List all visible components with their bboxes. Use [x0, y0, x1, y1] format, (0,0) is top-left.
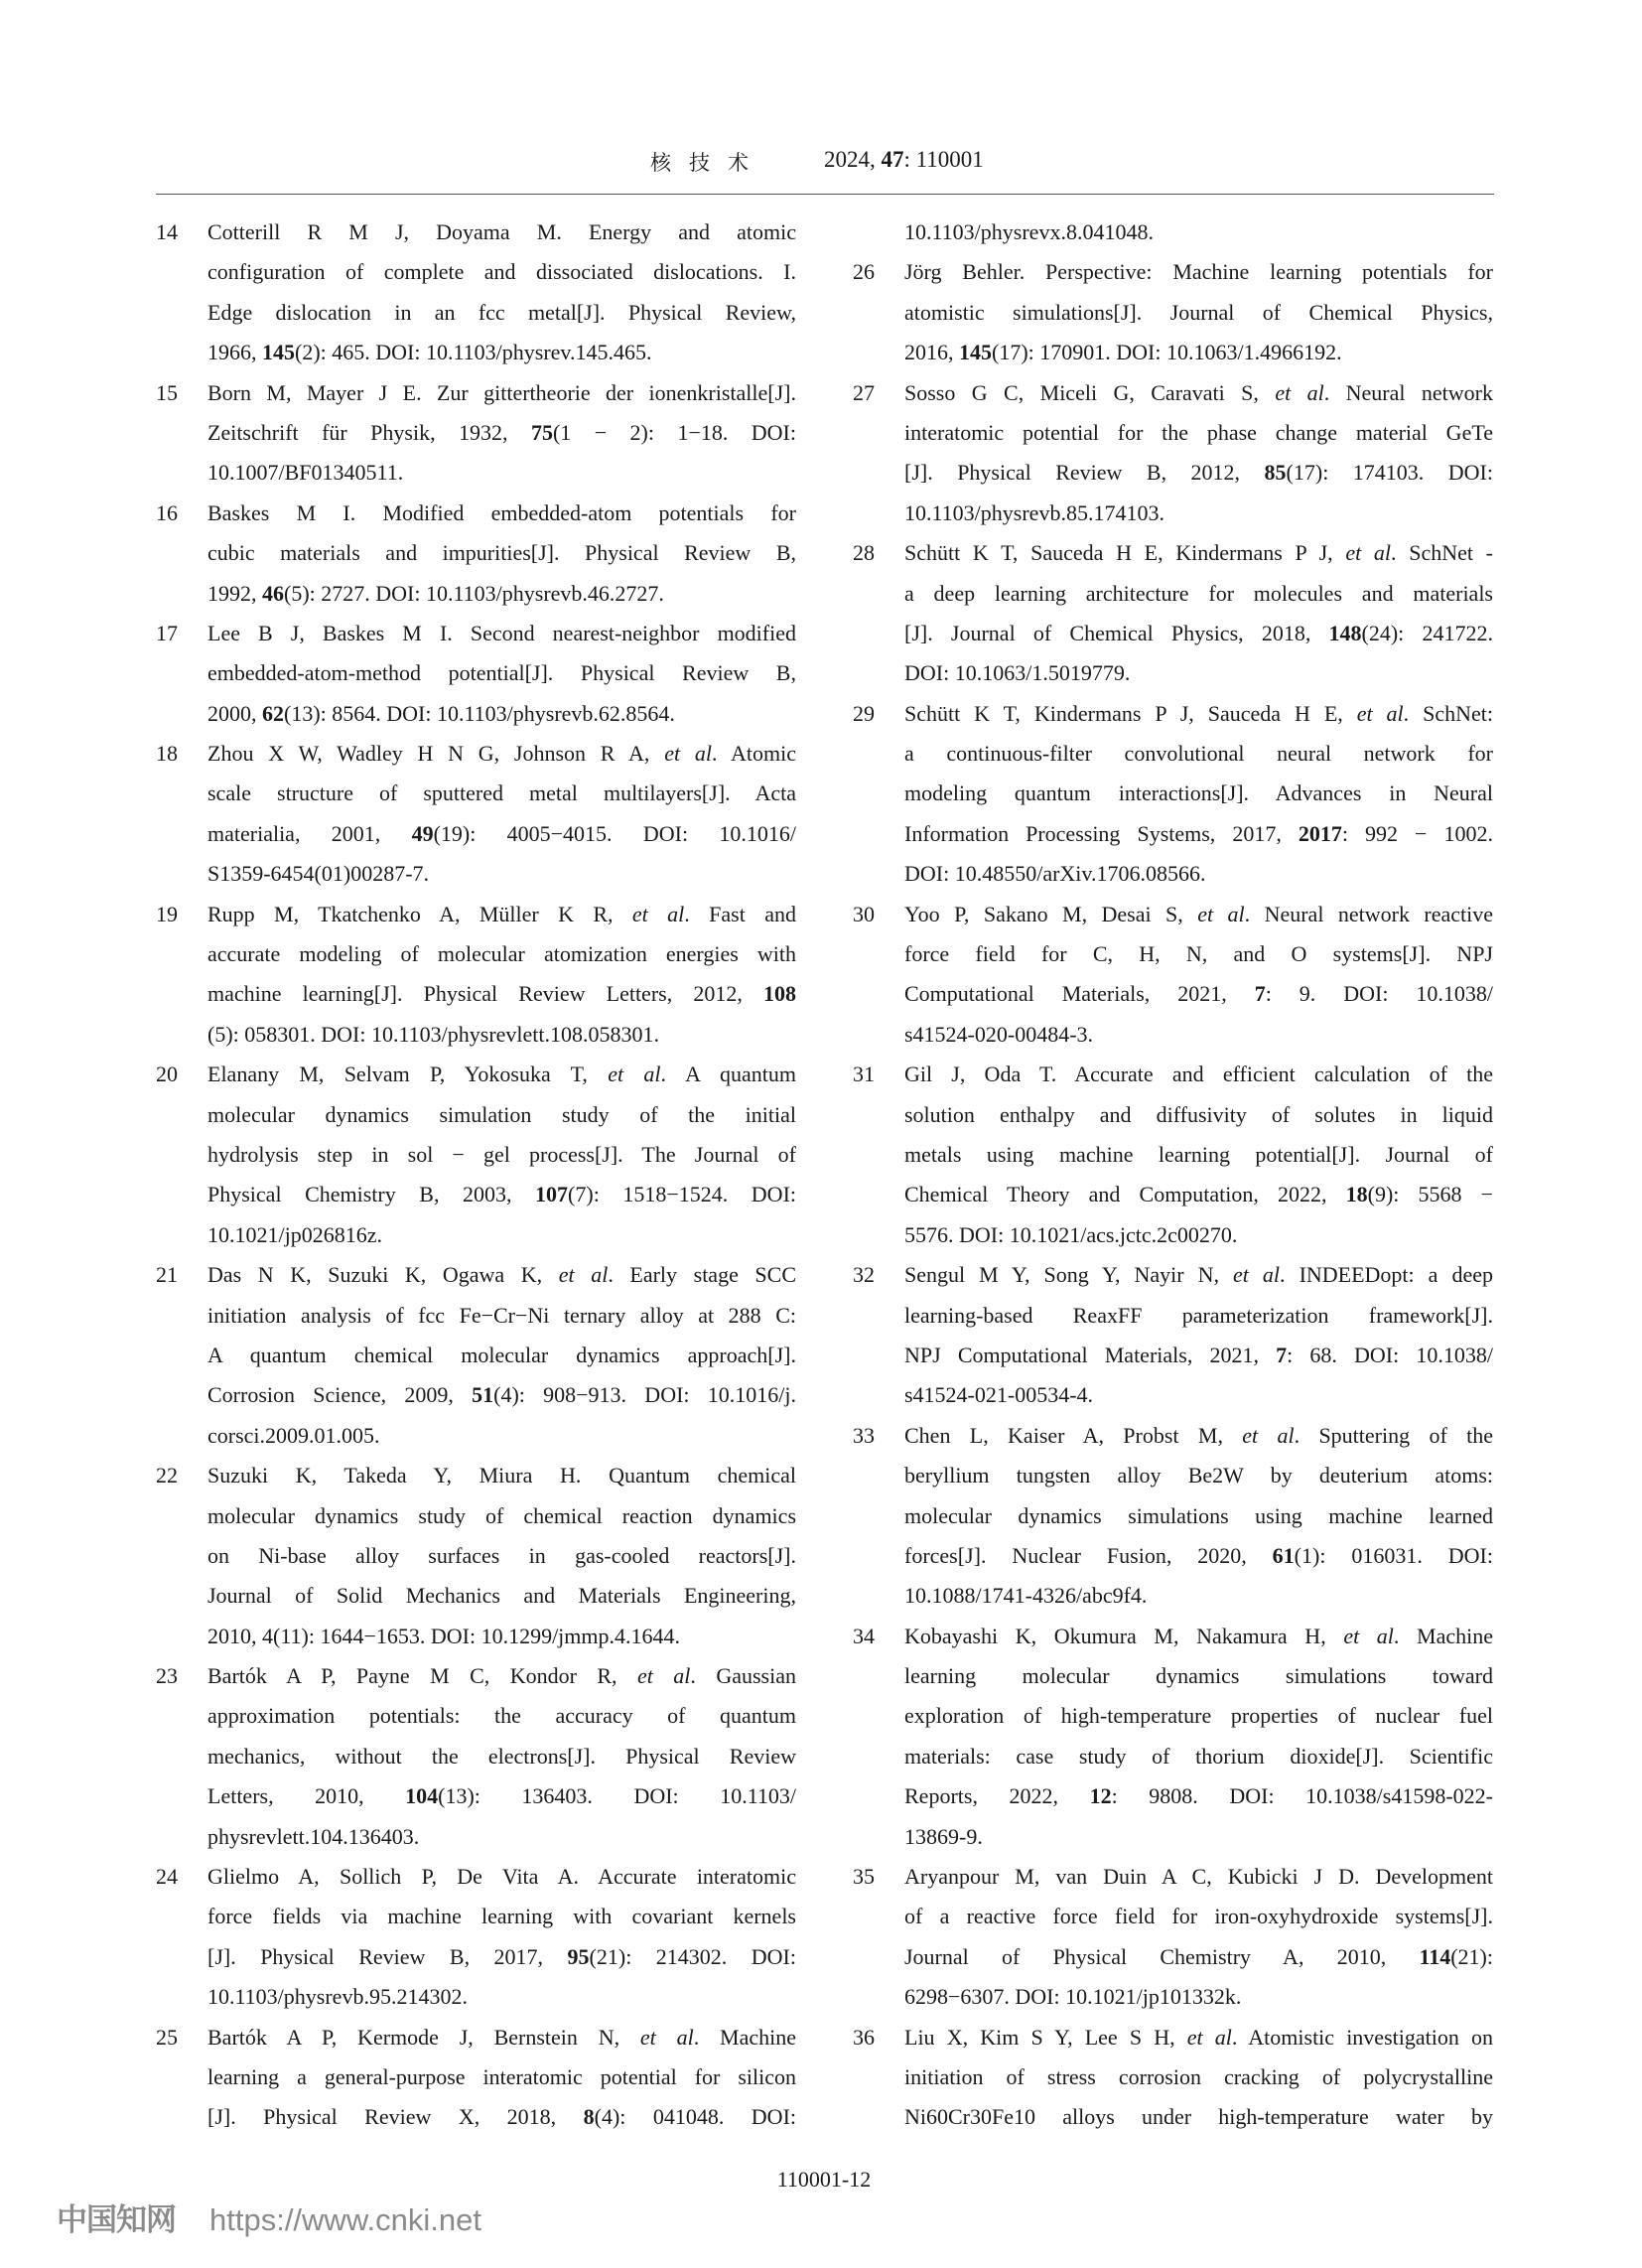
reference-line: Zhou X W, Wadley H N G, Johnson R A, et al. Atomic: [207, 741, 796, 767]
reference-line: Bartók A P, Kermode J, Bernstein N, et al. Machine: [207, 2024, 796, 2050]
volume-number: 62: [262, 700, 284, 726]
reference-line: Ni60Cr30Fe10 alloys under high-temperature water by: [904, 2104, 1493, 2130]
reference-line: 2000, 62(13): 8564. DOI: 10.1103/physrevb.62.8564.: [207, 700, 675, 726]
reference-line: mechanics, without the electrons[J]. Physical Review: [207, 1743, 796, 1769]
reference-item: [853, 373, 1498, 534]
reference-item: [156, 494, 801, 614]
reference-line: Journal of Solid Mechanics and Materials Engineering,: [207, 1583, 796, 1609]
reference-line: materialia, 2001, 49(19): 4005−4015. DOI: 10.1016/: [207, 820, 797, 846]
references-left-column: [156, 213, 801, 2138]
reference-line: 2016, 145(17): 170901. DOI: 10.1063/1.4966192.: [904, 340, 1342, 365]
et-al: et al: [1242, 1422, 1295, 1448]
reference-number: 22: [156, 1463, 178, 1488]
reference-number: 23: [156, 1663, 178, 1689]
reference-line: materials: case study of thorium dioxide[J]. Scientific: [904, 1743, 1493, 1769]
reference-line: approximation potentials: the accuracy of quantum: [207, 1703, 796, 1729]
volume-number: 46: [262, 580, 284, 606]
reference-line: S1359-6454(01)00287-7.: [207, 861, 430, 887]
reference-line: Liu X, Kim S Y, Lee S H, et al. Atomistic investigation on: [904, 2024, 1493, 2050]
reference-line: [J]. Journal of Chemical Physics, 2018, 148(24): 241722.: [904, 620, 1493, 645]
reference-item: [853, 252, 1498, 372]
reference-number: 32: [853, 1262, 875, 1288]
reference-item: [853, 1255, 1498, 1416]
et-al: et al: [1233, 1262, 1281, 1288]
cnki-watermark: [57, 2195, 481, 2239]
reference-line: Edge dislocation in an fcc metal[J]. Physical Review,: [207, 299, 796, 325]
reference-line: (5): 058301. DOI: 10.1103/physrevlett.108.058301.: [207, 1021, 660, 1047]
reference-line: Rupp M, Tkatchenko A, Müller K R, et al. Fast and: [207, 901, 796, 926]
reference-item: [853, 1857, 1498, 2018]
reference-line: Reports, 2022, 12: 9808. DOI: 10.1038/s41598-022-: [904, 1783, 1493, 1809]
header-rule: [156, 194, 1494, 195]
reference-item: [853, 895, 1498, 1056]
volume-number: 95: [567, 1943, 590, 1969]
reference-line: a continuous-filter convolutional neural network for: [904, 741, 1493, 767]
reference-line: 6298−6307. DOI: 10.1021/jp101332k.: [904, 1984, 1242, 2010]
reference-line: machine learning[J]. Physical Review Letters, 2012, 108: [207, 981, 796, 1007]
reference-line: Chen L, Kaiser A, Probst M, et al. Sputtering of the: [904, 1422, 1493, 1448]
reference-number: 31: [853, 1062, 875, 1087]
et-al: et al: [1197, 901, 1245, 926]
reference-line: A quantum chemical molecular dynamics approach[J].: [207, 1342, 796, 1367]
reference-line: Das N K, Suzuki K, Ogawa K, et al. Early stage SCC: [207, 1262, 796, 1288]
volume-number: 107: [535, 1182, 569, 1207]
et-al: et al: [1345, 540, 1392, 566]
reference-line: of a reactive force field for iron-oxyhydroxide systems[J].: [904, 1904, 1493, 1929]
reference-number: 36: [853, 2024, 875, 2050]
issue-volume: 47: [881, 147, 904, 172]
reference-item: [853, 1617, 1498, 1857]
volume-number: 7: [1276, 1342, 1288, 1367]
volume-number: 8: [583, 2104, 595, 2130]
reference-line: force fields via machine learning with covariant kernels: [207, 1904, 796, 1929]
volume-number: 148: [1328, 620, 1362, 645]
reference-number: 20: [156, 1062, 178, 1087]
reference-line: on Ni-base alloy surfaces in gas-cooled reactors[J].: [207, 1542, 796, 1568]
issue-info: [824, 147, 984, 173]
reference-line: [J]. Physical Review X, 2018, 8(4): 041048. DOI:: [207, 2104, 797, 2130]
et-al: et al: [631, 901, 685, 926]
reference-item: [156, 1857, 801, 2018]
reference-line: Schütt K T, Kindermans P J, Sauceda H E, et al. SchNet:: [904, 700, 1493, 726]
reference-number: 16: [156, 499, 178, 525]
reference-line: 10.1021/jp026816z.: [207, 1221, 382, 1247]
reference-item: [853, 213, 1498, 252]
running-header: [0, 147, 1642, 183]
reference-line: [J]. Physical Review B, 2017, 95(21): 214302. DOI:: [207, 1943, 796, 1969]
et-al: et al: [1275, 379, 1324, 405]
volume-number: 145: [262, 340, 295, 365]
et-al: et al: [639, 2024, 694, 2050]
reference-line: initiation analysis of fcc Fe−Cr−Ni ternary alloy at 288 C:: [207, 1302, 796, 1328]
reference-line: accurate modeling of molecular atomization energies with: [207, 941, 796, 967]
reference-number: 21: [156, 1262, 178, 1288]
et-al: et al: [608, 1062, 661, 1087]
reference-line: Sengul M Y, Song Y, Nayir N, et al. INDEEDopt: a deep: [904, 1262, 1493, 1288]
reference-item: [156, 1055, 801, 1255]
reference-number: 24: [156, 1864, 178, 1890]
reference-line: Elanany M, Selvam P, Yokosuka T, et al. A quantum: [207, 1062, 797, 1087]
reference-item: [156, 1656, 801, 1857]
reference-number: 30: [853, 901, 875, 926]
reference-line: a deep learning architecture for molecules and materials: [904, 580, 1493, 606]
reference-number: 26: [853, 259, 875, 285]
reference-line: Sosso G C, Miceli G, Caravati S, et al. Neural network: [904, 379, 1493, 405]
reference-item: [853, 1416, 1498, 1617]
reference-line: Yoo P, Sakano M, Desai S, et al. Neural network reactive: [904, 901, 1493, 926]
et-al: et al: [558, 1262, 609, 1288]
reference-line: physrevlett.104.136403.: [207, 1823, 420, 1849]
reference-line: beryllium tungsten alloy Be2W by deuterium atoms:: [904, 1463, 1493, 1488]
reference-line: 10.1088/1741-4326/abc9f4.: [904, 1583, 1148, 1609]
reference-line: force field for C, H, N, and O systems[J]. NPJ: [904, 941, 1493, 967]
reference-line: 1992, 46(5): 2727. DOI: 10.1103/physrevb.46.2727.: [207, 580, 664, 606]
reference-line: solution enthalpy and diffusivity of solutes in liquid: [904, 1101, 1493, 1127]
reference-line: scale structure of sputtered metal multilayers[J]. Acta: [207, 780, 796, 806]
reference-line: initiation of stress corrosion cracking of polycrystalline: [904, 2063, 1493, 2089]
reference-line: Baskes M I. Modified embedded-atom potentials for: [207, 499, 796, 525]
reference-number: 33: [853, 1422, 875, 1448]
reference-line: embedded-atom-method potential[J]. Physical Review B,: [207, 660, 796, 686]
volume-number: 104: [405, 1783, 439, 1809]
et-al: et al: [664, 741, 712, 767]
reference-line: Suzuki K, Takeda Y, Miura H. Quantum chemical: [207, 1463, 796, 1488]
reference-item: [156, 1255, 801, 1456]
reference-line: Chemical Theory and Computation, 2022, 18(9): 5568 −: [904, 1182, 1494, 1207]
reference-line: Cotterill R M J, Doyama M. Energy and atomic: [207, 219, 796, 244]
volume-number: 2017: [1298, 820, 1342, 846]
reference-item: [156, 614, 801, 734]
reference-item: [156, 213, 801, 373]
volume-number: 12: [1089, 1783, 1112, 1809]
reference-line: Schütt K T, Sauceda H E, Kindermans P J, et al. SchNet -: [904, 540, 1493, 566]
reference-line: Lee B J, Baskes M I. Second nearest-neighbor modified: [207, 620, 796, 645]
reference-number: 25: [156, 2024, 178, 2050]
reference-line: NPJ Computational Materials, 2021, 7: 68. DOI: 10.1038/: [904, 1342, 1493, 1367]
reference-line: DOI: 10.1063/1.5019779.: [904, 660, 1131, 686]
reference-item: [156, 2018, 801, 2138]
reference-line: Glielmo A, Sollich P, De Vita A. Accurate interatomic: [207, 1864, 796, 1890]
et-al: et al: [1186, 2024, 1232, 2050]
reference-line: forces[J]. Nuclear Fusion, 2020, 61(1): 016031. DOI:: [904, 1542, 1493, 1568]
reference-line: 10.1007/BF01340511.: [207, 460, 404, 486]
reference-number: 28: [853, 540, 875, 566]
reference-item: [156, 373, 801, 494]
reference-number: 29: [853, 700, 875, 726]
reference-item: [853, 2018, 1498, 2138]
reference-item: [156, 734, 801, 895]
volume-number: 49: [411, 820, 434, 846]
reference-number: 35: [853, 1864, 875, 1890]
volume-number: 7: [1254, 981, 1266, 1007]
reference-line: Aryanpour M, van Duin A C, Kubicki J D. Development: [904, 1864, 1493, 1890]
reference-line: Physical Chemistry B, 2003, 107(7): 1518−1524. DOI:: [207, 1182, 797, 1207]
reference-line: Born M, Mayer J E. Zur gittertheorie der ionenkristalle[J].: [207, 379, 796, 405]
reference-number: 19: [156, 901, 178, 926]
reference-line: interatomic potential for the phase change material GeTe: [904, 419, 1493, 445]
reference-item: [853, 694, 1498, 895]
reference-line: learning a general-purpose interatomic potential for silicon: [207, 2063, 796, 2089]
et-al: et al: [636, 1663, 691, 1689]
volume-number: 18: [1345, 1182, 1368, 1207]
reference-line: Computational Materials, 2021, 7: 9. DOI: 10.1038/: [904, 981, 1493, 1007]
volume-number: 85: [1264, 460, 1287, 486]
reference-line: Letters, 2010, 104(13): 136403. DOI: 10.1103/: [207, 1783, 796, 1809]
reference-line: configuration of complete and dissociated dislocations. I.: [207, 259, 796, 285]
reference-number: 34: [853, 1623, 875, 1648]
issue-year: 2024,: [824, 147, 876, 172]
et-al: et al: [1356, 700, 1404, 726]
watermark-url: https://www.cnki.net: [209, 2202, 481, 2237]
reference-line: DOI: 10.48550/arXiv.1706.08566.: [904, 861, 1206, 887]
reference-line: Gil J, Oda T. Accurate and efficient calculation of the: [904, 1062, 1493, 1087]
volume-number: 145: [959, 340, 992, 365]
volume-number: 114: [1419, 1943, 1451, 1969]
reference-number: 18: [156, 741, 178, 767]
journal-name: 核技术: [650, 151, 766, 175]
reference-line: 10.1103/physrevb.85.174103.: [904, 499, 1164, 525]
reference-item: [853, 1055, 1498, 1255]
article-number: : 110001: [903, 147, 984, 172]
reference-line: s41524-020-00484-3.: [904, 1021, 1094, 1047]
reference-line: molecular dynamics simulations using machine learned: [904, 1502, 1493, 1528]
reference-line: Corrosion Science, 2009, 51(4): 908−913. DOI: 10.1016/j.: [207, 1382, 796, 1408]
volume-number: 75: [530, 419, 553, 445]
reference-number: 14: [156, 219, 178, 244]
reference-line: atomistic simulations[J]. Journal of Chemical Physics,: [904, 299, 1493, 325]
reference-item: [156, 895, 801, 1056]
reference-number: 17: [156, 620, 178, 645]
reference-line: Zeitschrift für Physik, 1932, 75(1 − 2): 1−18. DOI:: [207, 419, 796, 445]
volume-number: 108: [763, 981, 796, 1007]
reference-line: Journal of Physical Chemistry A, 2010, 114(21):: [904, 1943, 1493, 1969]
watermark-cn: 中国知网: [57, 2202, 176, 2237]
reference-line: Jörg Behler. Perspective: Machine learning potentials for: [904, 259, 1493, 285]
volume-number: 61: [1272, 1542, 1295, 1568]
reference-line: 10.1103/physrevx.8.041048.: [904, 219, 1154, 244]
reference-line: exploration of high-temperature properties of nuclear fuel: [904, 1703, 1493, 1729]
reference-line: learning-based ReaxFF parameterization framework[J].: [904, 1302, 1493, 1328]
et-al: et al: [1343, 1623, 1394, 1648]
reference-item: [853, 533, 1498, 694]
reference-line: learning molecular dynamics simulations toward: [904, 1663, 1493, 1689]
reference-line: 10.1103/physrevb.95.214302.: [207, 1984, 468, 2010]
reference-line: [J]. Physical Review B, 2012, 85(17): 174103. DOI:: [904, 460, 1493, 486]
reference-line: 2010, 4(11): 1644−1653. DOI: 10.1299/jmmp.4.1644.: [207, 1623, 681, 1648]
reference-line: 13869-9.: [904, 1823, 983, 1849]
reference-line: metals using machine learning potential[J]. Journal of: [904, 1141, 1493, 1167]
reference-line: hydrolysis step in sol − gel process[J]. The Journal of: [207, 1141, 796, 1167]
page-number: 110001-12: [776, 2167, 872, 2192]
reference-line: 1966, 145(2): 465. DOI: 10.1103/physrev.145.465.: [207, 340, 652, 365]
volume-number: 51: [472, 1382, 494, 1408]
references-right-column: [853, 213, 1498, 2138]
reference-line: molecular dynamics simulation study of the initial: [207, 1101, 796, 1127]
reference-line: Bartók A P, Payne M C, Kondor R, et al. Gaussian: [207, 1663, 796, 1689]
reference-line: molecular dynamics study of chemical reaction dynamics: [207, 1502, 796, 1528]
reference-number: 27: [853, 379, 875, 405]
reference-number: 15: [156, 379, 178, 405]
reference-line: 5576. DOI: 10.1021/acs.jctc.2c00270.: [904, 1221, 1238, 1247]
reference-line: cubic materials and impurities[J]. Physical Review B,: [207, 540, 796, 566]
reference-line: Kobayashi K, Okumura M, Nakamura H, et al. Machine: [904, 1623, 1494, 1648]
reference-item: [156, 1456, 801, 1656]
reference-line: Information Processing Systems, 2017, 2017: 992 − 1002.: [904, 820, 1493, 846]
reference-line: modeling quantum interactions[J]. Advances in Neural: [904, 780, 1493, 806]
reference-line: corsci.2009.01.005.: [207, 1422, 380, 1448]
reference-line: s41524-021-00534-4.: [904, 1382, 1094, 1408]
